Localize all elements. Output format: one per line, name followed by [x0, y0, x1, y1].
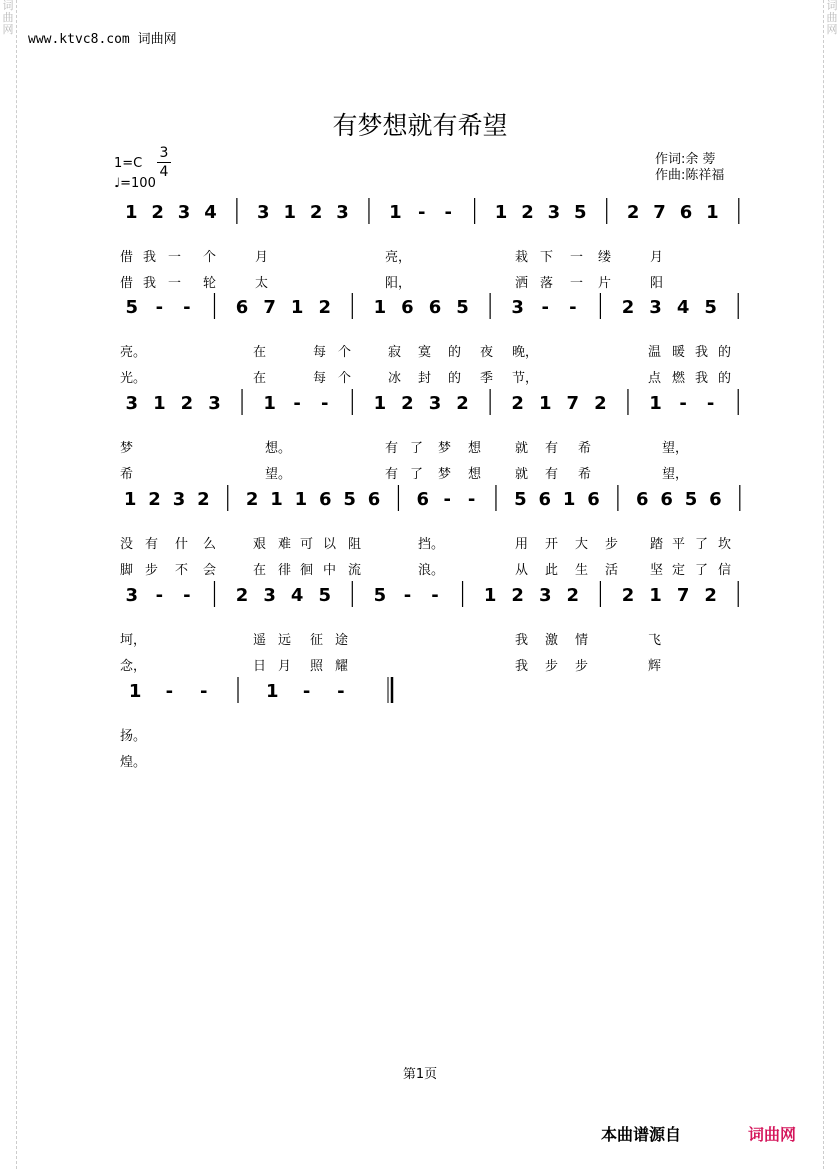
note: 1 [389, 202, 402, 223]
lyric-char: 希 [578, 441, 592, 456]
lyric-char: 片 [598, 276, 612, 291]
note: 2 [180, 393, 194, 414]
quarter-note-icon: ♩ [114, 176, 121, 191]
lyric-char: 了 [695, 563, 709, 578]
lyric-row-1 [0, 725, 840, 743]
site-url[interactable]: www.ktvc8.com 词曲网 [28, 32, 177, 47]
note: 6 [660, 489, 673, 510]
note: 5 [343, 489, 356, 510]
lyric-char: 以 [323, 537, 337, 552]
page-number: 第1页 [402, 1067, 438, 1082]
note: 1 [270, 489, 283, 510]
note: 7 [263, 297, 276, 318]
lyric-char: 有 [545, 441, 559, 456]
note: 6 [538, 489, 551, 510]
lyric-char: 步 [605, 537, 619, 552]
note: 6 [709, 489, 722, 510]
lyric-char: 晚， [512, 345, 539, 360]
lyric-char: 亮。 [120, 345, 147, 360]
lyric-row-2 [0, 655, 840, 673]
note: 5 [684, 489, 698, 510]
lyric-char: 徘 [278, 563, 292, 578]
lyric-char: 燃 [672, 371, 686, 386]
lyric-char: 希 [578, 467, 592, 482]
lyric-char: 太 [255, 276, 269, 291]
lyric-row-2 [0, 463, 840, 481]
lyric-char: 没 [120, 537, 134, 552]
lyric-char: 轮 [203, 276, 217, 291]
lyric-char: 坷， [120, 633, 147, 648]
lyric-char: 么 [203, 537, 217, 552]
lyric-char: 季 [480, 371, 494, 386]
note: 3 [125, 585, 139, 606]
note: 6 [679, 202, 693, 223]
lyric-char: 可 [300, 537, 314, 552]
note: 3 [263, 585, 276, 606]
note: 2 [197, 489, 210, 510]
note: 7 [566, 393, 580, 414]
note-dash: - [431, 585, 439, 606]
tempo [114, 176, 156, 191]
lyric-char: 夜 [480, 345, 494, 360]
note: 3 [257, 202, 270, 223]
note: 7 [653, 202, 666, 223]
note: 2 [151, 202, 164, 223]
lyric-char: 栽 [515, 250, 529, 265]
lyric-row-1 [0, 341, 840, 359]
lyric-char: 征 [310, 633, 324, 648]
note: 2 [626, 202, 640, 223]
lyric-char: 挡。 [418, 537, 445, 552]
lyric-char: 亮， [385, 250, 412, 265]
lyric-char: 在 [253, 563, 267, 578]
lyric-char: 我 [515, 633, 529, 648]
note: 5 [456, 297, 469, 318]
lyric-char: 用 [515, 537, 529, 552]
note-dash: - [403, 585, 412, 606]
note-dash: - [679, 393, 687, 414]
note: 1 [128, 681, 142, 702]
note-dash: - [337, 681, 345, 702]
lyric-char: 一 [570, 250, 584, 265]
lyric-char: 梦 [438, 467, 452, 482]
lyric-char: 了 [410, 441, 424, 456]
lyric-char: 大 [575, 537, 589, 552]
note: 2 [148, 489, 161, 510]
lyric-char: 我 [695, 345, 709, 360]
lyric-char: 月 [278, 659, 292, 674]
lyric-char: 扬。 [120, 729, 147, 744]
lyric-char: 缕 [598, 250, 612, 265]
tempo-value: =100 [120, 176, 156, 191]
note: 5 [574, 202, 587, 223]
lyric-char: 流 [348, 563, 362, 578]
note: 4 [290, 585, 304, 606]
note: 1 [538, 393, 552, 414]
note: 1 [373, 297, 387, 318]
note: 1 [706, 202, 719, 223]
side-watermark-left: 词曲网 [0, 0, 17, 1169]
lyric-char: 从 [515, 563, 529, 578]
credits [655, 152, 724, 184]
lyric-char: 脚 [120, 563, 134, 578]
lyric-char: 什 [175, 537, 189, 552]
lyric-char: 在 [253, 345, 267, 360]
note: 6 [428, 297, 442, 318]
note: 2 [456, 393, 469, 414]
note: 6 [587, 489, 600, 510]
score-system-1 [0, 194, 840, 234]
lyric-char: 阳， [385, 276, 412, 291]
lyric-row-2 [0, 751, 840, 769]
note: 2 [309, 202, 323, 223]
lyric-char: 每 [313, 345, 327, 360]
lyric-row-2 [0, 367, 840, 385]
note: 1 [294, 489, 308, 510]
lyric-char: 在 [253, 371, 267, 386]
note: 2 [621, 297, 635, 318]
lyric-char: 个 [338, 345, 352, 360]
note: 3 [125, 393, 139, 414]
lyric-char: 平 [672, 537, 686, 552]
lyric-char: 不 [175, 563, 189, 578]
lyric-char: 望， [662, 441, 689, 456]
key-signature: 1=C [114, 156, 143, 171]
lyric-char: 想 [468, 467, 482, 482]
lyric-char: 会 [203, 563, 217, 578]
note: 5 [318, 585, 332, 606]
note-dash: - [155, 585, 164, 606]
lyric-char: 难 [278, 537, 292, 552]
score-system-2 [0, 289, 840, 329]
lyric-char: 步 [145, 563, 159, 578]
note: 7 [676, 585, 690, 606]
note: 1 [266, 681, 279, 702]
lyric-char: 梦 [438, 441, 452, 456]
lyric-char: 有 [145, 537, 159, 552]
lyric-char: 信 [718, 563, 732, 578]
lyric-char: 途 [335, 633, 349, 648]
note: 6 [416, 489, 430, 510]
lyric-char: 踏 [650, 537, 664, 552]
lyric-char: 耀 [335, 659, 349, 674]
note: 3 [336, 202, 349, 223]
lyric-char: 徊 [300, 563, 314, 578]
lyric-char: 落 [540, 276, 554, 291]
lyric-char: 坎 [718, 537, 732, 552]
lyric-char: 了 [695, 537, 709, 552]
note: 1 [494, 202, 508, 223]
lyric-row-1 [0, 437, 840, 455]
note: 1 [124, 202, 138, 223]
lyric-char: 飞 [648, 633, 662, 648]
lyric-char: 一 [570, 276, 584, 291]
song-title: 有梦想就有希望 [332, 111, 508, 140]
note: 3 [428, 393, 442, 414]
note: 1 [562, 489, 576, 510]
note: 1 [649, 585, 662, 606]
note: 3 [511, 297, 524, 318]
note: 4 [204, 202, 217, 223]
lyric-char: 望。 [265, 467, 292, 482]
lyric-char: 个 [203, 250, 217, 265]
lyric-row-1 [0, 629, 840, 647]
lyric-char: 步 [575, 659, 589, 674]
note: 3 [208, 393, 221, 414]
note: 2 [318, 297, 332, 318]
lyric-char: 下 [540, 250, 554, 265]
lyric-char: 定 [672, 563, 686, 578]
note: 2 [235, 585, 249, 606]
lyric-row-1 [0, 246, 840, 264]
lyric-char: 日 [253, 659, 267, 674]
note: 3 [547, 202, 561, 223]
note: 6 [319, 489, 332, 510]
time-signature-top: 3 [159, 145, 169, 161]
composer: 作曲:陈祥福 [655, 168, 725, 183]
lyric-char: 借 [120, 250, 134, 265]
lyric-char: 坚 [650, 563, 664, 578]
note-dash: - [183, 585, 191, 606]
note-dash: - [199, 681, 208, 702]
lyric-char: 情 [575, 633, 589, 648]
lyric-char: 有 [385, 467, 399, 482]
lyric-row-2 [0, 559, 840, 577]
score-system-4 [0, 481, 840, 521]
lyric-char: 洒 [515, 276, 529, 291]
score-system-3 [0, 385, 840, 425]
note: 3 [172, 489, 186, 510]
source-label: 本曲谱源自 [601, 1125, 682, 1144]
note: 3 [649, 297, 662, 318]
lyric-char: 煌。 [120, 755, 147, 770]
note: 2 [621, 585, 635, 606]
lyric-row-1 [0, 533, 840, 551]
note: 2 [521, 202, 534, 223]
lyric-char: 中 [323, 563, 337, 578]
lyric-char: 就 [515, 467, 529, 482]
note: 2 [704, 585, 717, 606]
lyric-char: 生 [575, 563, 589, 578]
note: 3 [538, 585, 552, 606]
lyric-char: 阳 [650, 276, 664, 291]
lyric-char: 我 [143, 276, 157, 291]
lyric-char: 希 [120, 467, 134, 482]
lyric-char: 的 [718, 345, 732, 360]
lyric-char: 激 [545, 633, 559, 648]
lyric-char: 我 [143, 250, 157, 265]
note-dash: - [541, 297, 550, 318]
note-dash: - [467, 489, 476, 510]
note-dash: - [569, 297, 577, 318]
lyric-char: 光。 [120, 371, 147, 386]
lyric-char: 梦 [120, 441, 134, 456]
lyric-char: 此 [545, 563, 559, 578]
lyric-char: 开 [545, 537, 559, 552]
note: 5 [514, 489, 527, 510]
note-dash: - [444, 202, 452, 223]
lyric-char: 一 [168, 276, 182, 291]
score-system-6 [0, 673, 840, 713]
lyric-char: 月 [255, 250, 269, 265]
note-dash: - [418, 202, 426, 223]
lyric-char: 封 [418, 371, 432, 386]
note: 1 [123, 489, 137, 510]
note: 1 [483, 585, 497, 606]
lyric-char: 遥 [253, 633, 267, 648]
lyric-char: 的 [448, 345, 462, 360]
lyric-char: 念， [120, 659, 147, 674]
lyric-char: 步 [545, 659, 559, 674]
lyric-char: 个 [338, 371, 352, 386]
lyric-char: 浪。 [418, 563, 445, 578]
lyric-char: 活 [605, 563, 619, 578]
note: 6 [401, 297, 414, 318]
lyric-char: 的 [448, 371, 462, 386]
lyric-char: 想。 [265, 441, 292, 456]
lyric-char: 阻 [348, 537, 362, 552]
lyric-char: 照 [310, 659, 324, 674]
lyric-char: 就 [515, 441, 529, 456]
lyric-char: 点 [648, 371, 662, 386]
note: 1 [649, 393, 662, 414]
note: 6 [636, 489, 649, 510]
lyric-char: 我 [695, 371, 709, 386]
lyric-char: 有 [545, 467, 559, 482]
lyric-char: 暖 [672, 345, 686, 360]
note: 2 [245, 489, 259, 510]
time-signature [157, 144, 171, 181]
note: 5 [373, 585, 387, 606]
lyric-char: 想 [468, 441, 482, 456]
side-watermark-right: 词曲网 [823, 0, 840, 1169]
note: 2 [594, 393, 607, 414]
note: 2 [511, 393, 524, 414]
note: 1 [153, 393, 166, 414]
note-dash: - [443, 489, 451, 510]
lyric-char: 节， [512, 371, 539, 386]
lyricist: 作词:余 蒡 [655, 152, 716, 167]
source-brand[interactable]: 词曲网 [748, 1125, 797, 1144]
note: 1 [283, 202, 296, 223]
lyric-row-2 [0, 272, 840, 290]
note: 1 [290, 297, 304, 318]
note-dash: - [320, 393, 329, 414]
lyric-char: 温 [648, 345, 662, 360]
note: 2 [401, 393, 414, 414]
lyric-char: 一 [168, 250, 182, 265]
lyric-char: 望， [662, 467, 689, 482]
lyric-char: 的 [718, 371, 732, 386]
note: 6 [367, 489, 381, 510]
lyric-char: 寂 [388, 345, 402, 360]
note: 5 [704, 297, 717, 318]
note: 1 [373, 393, 387, 414]
note: 2 [566, 585, 580, 606]
lyric-char: 辉 [648, 659, 662, 674]
lyric-char: 艰 [253, 537, 267, 552]
lyric-char: 远 [278, 633, 292, 648]
lyric-char: 寞 [418, 345, 432, 360]
note: 4 [676, 297, 690, 318]
note: 3 [177, 202, 191, 223]
time-signature-bottom: 4 [159, 164, 169, 180]
lyric-char: 有 [385, 441, 399, 456]
lyric-char: 借 [120, 276, 134, 291]
note-dash: - [706, 393, 715, 414]
note: 5 [125, 297, 139, 318]
note: 1 [263, 393, 276, 414]
lyric-char: 冰 [388, 371, 402, 386]
score-system-5 [0, 577, 840, 617]
note-dash: - [155, 297, 164, 318]
lyric-char: 月 [650, 250, 664, 265]
note-dash: - [302, 681, 311, 702]
note-dash: - [183, 297, 191, 318]
note: 6 [235, 297, 249, 318]
note-dash: - [165, 681, 174, 702]
lyric-char: 我 [515, 659, 529, 674]
note: 2 [511, 585, 524, 606]
lyric-char: 每 [313, 371, 327, 386]
lyric-char: 了 [410, 467, 424, 482]
note-dash: - [293, 393, 301, 414]
